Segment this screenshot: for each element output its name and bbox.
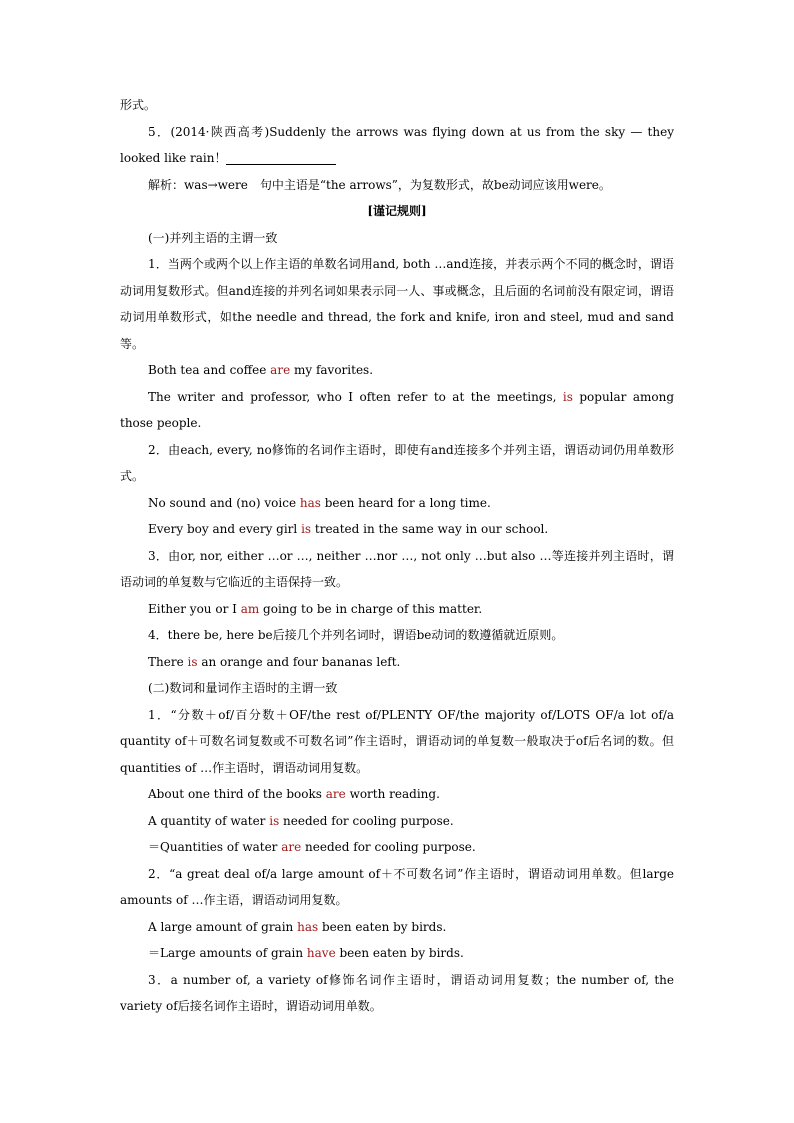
highlighted-verb: is — [301, 522, 312, 536]
rule-1-2: 2．由each, every, no修饰的名词作主语时，即使有and连接多个并列主语，谓语动词仍用单数形式。 — [120, 442, 674, 483]
prev-paragraph-tail: 形式。 — [120, 98, 157, 112]
highlighted-verb: has — [299, 495, 321, 510]
example-sentence: Every boy and every girl is treated in the same way in our school. — [148, 522, 549, 536]
example-sentence: A quantity of water is needed for cooling purpose. — [148, 813, 454, 828]
example-sentence: A large amount of grain has been eaten by birds. — [148, 919, 447, 934]
example-sentence: Both tea and coffee are my favorites. — [148, 363, 374, 377]
rule-1-1: 1．当两个或两个以上作主语的单数名词用and, both …and连接，并表示两个不同的概念时，谓语动词用复数形式。但and连接的并列名词如果表示同一人、事或概念，且后面的名词前没有限定词，谓语动词用单数形式，如the needle and thread, the fork and knife, iron and steel, mud and sand等。 — [120, 257, 674, 351]
example-sentence: Either you or I am going to be in charge of this matter. — [148, 601, 483, 616]
analysis-text: was→were 句中主语是“the arrows”，为复数形式，故be动词应该用were。 — [184, 177, 611, 192]
subsection-title-2: (二)数词和量词作主语时的主谓一致 — [148, 681, 338, 695]
subsection-title-1: (一)并列主语的主谓一致 — [148, 230, 278, 245]
example-sentence: No sound and (no) voice has been heard for a long time. — [148, 495, 491, 510]
highlighted-verb: are — [270, 363, 291, 377]
highlighted-verb: have — [306, 946, 336, 960]
question-5 — [120, 119, 674, 172]
highlighted-verb: has — [297, 919, 319, 934]
example-sentence: There is an orange and four bananas left. — [148, 654, 401, 669]
highlighted-verb: am — [240, 601, 260, 616]
analysis-label: 解析： — [148, 177, 185, 192]
question-number: 5． — [148, 124, 171, 139]
rule-2-2: 2．“a great deal of/a large amount of＋不可数名词”作主语时，谓语动词用单数。但large amounts of …作主语，谓语动词用复数。 — [120, 866, 674, 907]
question-text: Suddenly the arrows was flying down at us from the sky — they looked like rain！ — [120, 124, 674, 165]
answer-blank[interactable] — [226, 150, 336, 165]
highlighted-verb: is — [187, 654, 198, 669]
example-sentence: ＝Quantities of water are needed for cooling purpose. — [148, 840, 476, 854]
question-source: (2014·陕西高考) — [170, 124, 270, 139]
highlighted-verb: are — [325, 787, 346, 801]
rule-1-4: 4．there be, here be后接几个并列名词时，谓语be动词的数遵循就近原则。 — [148, 628, 564, 642]
document-page — [120, 92, 674, 1020]
example-sentence: About one third of the books are worth reading. — [148, 787, 440, 801]
highlighted-verb: is — [269, 813, 280, 828]
rule-2-1: 1．“分数＋of/百分数＋OF/the rest of/PLENTY OF/the majority of/LOTS OF/a lot of/a quantity of＋可数名词复数或不可数名词”作主语时，谓语动词的单复数一般取决于of后名词的数。但quantities of …作主语时，谓语动词用复数。 — [120, 707, 674, 775]
example-sentence: ＝Large amounts of grain have been eaten by birds. — [148, 946, 464, 960]
rule-2-3: 3．a number of, a variety of修饰名词作主语时，谓语动词用复数；the number of, the variety of后接名词作主语时，谓语动词用单数。 — [120, 972, 674, 1013]
example-sentence: The writer and professor, who I often refer to at the meetings, is popular among those people. — [120, 389, 675, 430]
rule-1-3: 3．由or, nor, either …or …, neither …nor …, not only …but also …等连接并列主语时，谓语动词的单复数与它临近的主语保持一致。 — [120, 548, 674, 589]
highlighted-verb: are — [281, 840, 302, 854]
section-heading: [谨记规则] — [367, 204, 427, 218]
highlighted-verb: is — [562, 389, 573, 404]
analysis — [120, 172, 674, 199]
